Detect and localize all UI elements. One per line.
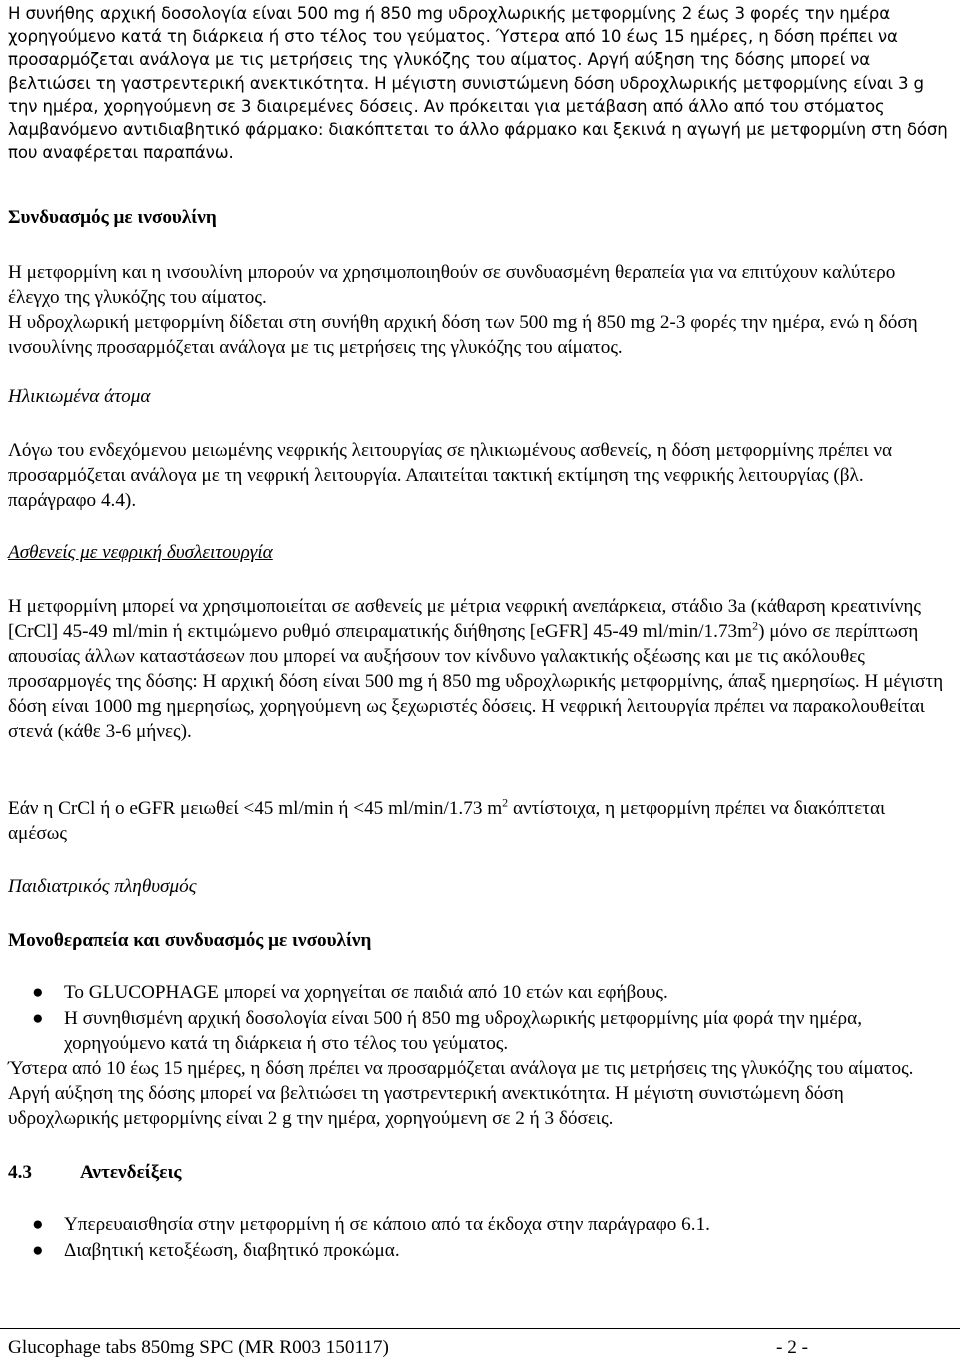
elderly-heading: Ηλικιωμένα άτομα [8, 386, 151, 407]
superscript-2: 2 [752, 618, 759, 633]
combination-insulin-paragraph-1: Η μετφορμίνη και η ινσουλίνη μπορούν να χρησιμοποιηθούν σε συνδυασμένη θεραπεία για να επιτύχουν καλύτερο έλεγχο της γλυκόζης του αίματος. [8, 262, 896, 308]
elderly-paragraph: Λόγω του ενδεχόμενου μειωμένης νεφρικής λειτουργίας σε ηλικιωμένους ασθενείς, η δόση μετφορμίνης πρέπει να προσαρμόζεται ανάλογα με τη νεφρική λειτουργία. Απαιτείται τακτική εκτίμηση της νεφρικής λειτουργίας (βλ. παράγραφο 4.4). [8, 440, 893, 511]
combination-insulin-heading: Συνδυασμός με ινσουλίνη [8, 207, 217, 228]
footer-divider [0, 1328, 960, 1329]
footer-document-id: Glucophage tabs 850mg SPC (MR R003 150117) [8, 1337, 389, 1358]
section-number: 4.3 [8, 1162, 32, 1183]
renal-paragraph-1: Η μετφορμίνη μπορεί να χρησιμοποιείται σε ασθενείς με μέτρια νεφρική ανεπάρκεια, στάδιο 3a (κάθαρση κρεατινίνης [CrCl] 45-49 ml/min ή εκτιμώμενο ρυθμό σπειραματικής διήθησης [eGFR] 45-49 $ml/\min/1.73m^2$) μόνο σε περίπτωση απουσίας άλλων καταστάσεων που μπορεί να αυξήσουν τον κίνδυνο γαλακτικής οξέωσης και με τις ακόλουθες προσαρμογές της δόσης: Η αρχική δόση είναι 500 mg ή 850 mg υδροχλωρικής μετφορμίνης, άπαξ ημερησίως. Η μέγιστη δόση είναι 1000 mg ημερησίως, χορηγούμενη ως ξεχωριστές δόσεις. Η νεφρική λειτουργία πρέπει να παρακολουθείται στενά (κάθε 3-6 μήνες). [8, 596, 944, 742]
section-title: Αντενδείξεις [80, 1162, 182, 1183]
bullet-icon: ● [32, 1240, 44, 1261]
renal-heading: Ασθενείς με νεφρική δυσλειτουργία [8, 542, 273, 563]
pediatric-after-paragraph: Ύστερα από 10 έως 15 ημέρες, η δόση πρέπει να προσαρμόζεται ανάλογα με τις μετρήσεις της γλυκόζης του αίματος. Αργή αύξηση της δόσης μπορεί να βελτιώσει τη γαστρεντερική ανεκτικότητα. Η μέγιστη συνιστώμενη δόση υδροχλωρικής μετφορμίνης είναι 2 g την ημέρα, χορηγούμενη σε 2 ή 3 δόσεις. [8, 1058, 914, 1129]
bullet-icon: ● [32, 982, 44, 1003]
bullet-icon: ● [32, 1214, 44, 1235]
pediatric-subheading: Μονοθεραπεία και συνδυασμός με ινσουλίνη [8, 930, 372, 951]
renal-paragraph-2: Εάν η CrCl ή ο eGFR μειωθεί <45 ml/min ή <45 ml/min/1.73 $m^2$ αντίστοιχα, η μετφορμίνη πρέπει να διακόπτεται αμέσως [8, 795, 886, 844]
superscript-2: 2 [502, 795, 509, 810]
pediatric-heading: Παιδιατρικός πληθυσμός [8, 876, 197, 897]
intro-paragraph: Η συνήθης αρχική δοσολογία είναι 500 mg ή 850 mg υδροχλωρικής μετφορμίνης 2 έως 3 φορές την ημέρα χορηγούμενο κατά τη διάρκεια ή στο τέλος του γεύματος. Ύστερα από 10 έως 15 ημέρες, η δόση πρέπει να προσαρμόζεται ανάλογα με τις μετρήσεις της γλυκόζης του αίματος. Αργή αύξηση της δόσης μπορεί να βελτιώσει τη γαστρεντερική ανεκτικότητα. Η μέγιστη συνιστώμενη δόση υδροχλωρικής μετφορμίνης είναι 3 g την ημέρα, χορηγούμενη σε 3 διαιρεμένες δόσεις. Αν πρόκειται για μετάβαση από άλλο από του στόματος λαμβανόμενο αντιδιαβητικό φάρμακο: διακόπτεται το άλλο φάρμακο και ξεκινά η αγωγή με μετφορμίνη στη δόση που αναφέρεται παραπάνω. [8, 4, 948, 163]
bullet-icon: ● [32, 1008, 44, 1029]
combination-insulin-paragraph-2: Η υδροχλωρική μετφορμίνη δίδεται στη συνήθη αρχική δόση των 500 mg ή 850 mg 2-3 φορές την ημέρα, ενώ η δόση ινσουλίνης προσαρμόζεται ανάλογα με τις μετρήσεις της γλυκόζης του αίματος. [8, 312, 918, 358]
document-page: Η συνήθης αρχική δοσολογία είναι 500 mg ή 850 mg υδροχλωρικής μετφορμίνης 2 έως 3 φορές την ημέρα χορηγούμενο κατά τη διάρκεια ή στο τέλος του γεύματος. Ύστερα από 10 έως 15 ημέρες, η δόση πρέπει να προσαρμόζεται ανάλογα με τις μετρήσεις της γλυκόζης του αίματος. Αργή αύξηση της δόσης μπορεί να βελτιώσει τη γαστρεντερική ανεκτικότητα. Η μέγιστη συνιστώμενη δόση υδροχλωρικής μετφορμίνης είναι 3 g την ημέρα, χορηγούμενη σε 3 διαιρεμένες δόσεις. Αν πρόκειται για μετάβαση από άλλο από του στόματος λαμβανόμενο αντιδιαβητικό φάρμακο: διακόπτεται το άλλο φάρμακο και ξεκινά η αγωγή με μετφορμίνη στη δόση που αναφέρεται παραπάνω. Συνδυασμός με ινσουλίνη Η μετφορμίνη και η ινσουλίνη μπορούν να χρησιμοποιηθούν σε συνδυασμένη θεραπεία για να επιτύχουν καλύτερο έλεγχο της γλυκόζης του αίματος. Η υδροχλωρική μετφορμίνη δίδεται στη συνήθη αρχική δόση των 500 mg ή 850 mg 2-3 φορές την ημέρα, ενώ η δόση ινσουλίνης προσαρμόζεται ανάλογα με τις μετρήσεις της γλυκόζης του αίματος. Ηλικιωμένα άτομα Λόγω του ενδεχόμενου μειωμένης νεφρικής λειτουργίας σε ηλικιωμένους ασθενείς, η δόση μετφορμίνης πρέπει να προσαρμόζεται ανάλογα με τη νεφρική λειτουργία. Απαιτείται τακτική εκτίμηση της νεφρικής λειτουργίας (βλ. παράγραφο 4.4). Ασθενείς με νεφρική δυσλειτουργία Η μετφορμίνη μπορεί να χρησιμοποιείται σε ασθενείς με μέτρια νεφρική ανεπάρκεια, στάδιο 3a (κάθαρση κρεατινίνης [CrCl] 45-49 ml/min ή εκτιμώμενο ρυθμό σπειραματικής διήθησης [eGFR] 45-49 $ml/\min/1.73m^2$) μόνο σε περίπτωση απουσίας άλλων καταστάσεων που μπορεί να αυξήσουν τον κίνδυνο γαλακτικής οξέωσης και με τις ακόλουθες προσαρμογές της δόσης: Η αρχική δόση είναι 500 mg ή 850 mg υδροχλωρικής μετφορμίνης, άπαξ ημερησίως. Η μέγιστη δόση είναι 1000 mg ημερησίως, χορηγούμενη ως ξεχωριστές δόσεις. Η νεφρική λειτουργία πρέπει να παρακολουθείται στενά (κάθε 3-6 μήνες). Εάν η CrCl ή ο eGFR μειωθεί <45 ml/min ή <45 ml/min/1.73 $m^2$ αντίστοιχα, η μετφορμίνη πρέπει να διακόπτεται αμέσως Παιδιατρικός πληθυσμός Μονοθεραπεία και συνδυασμός με ινσουλίνη ● Το GLUCOPHAGE μπορεί να χορηγείται σε παιδιά από 10 ετών και εφήβους. ● Η συνηθισμένη αρχική δοσολογία είναι 500 ή 850 mg υδροχλωρικής μετφορμίνης μία φορά την ημέρα, χορηγούμενο κατά τη διάρκεια ή στο τέλος του γεύματος. Ύστερα από 10 έως 15 ημέρες, η δόση πρέπει να προσαρμόζεται ανάλογα με τις μετρήσεις της γλυκόζης του αίματος. Αργή αύξηση της δόσης μπορεί να βελτιώσει τη γαστρεντερική ανεκτικότητα. Η μέγιστη συνιστώμενη δόση υδροχλωρικής μετφορμίνης είναι 2 g την ημέρα, χορηγούμενη σε 2 ή 3 δόσεις. 4.3 Αντενδείξεις ● Υπερευαισθησία στην μετφορμίνη ή σε κάποιο από τα έκδοχα στην παράγραφο 6.1. ● Διαβητική κετοξέωση, διαβητικό προκώμα. Glucophage tabs 850mg SPC (MR R003 150117) - 2 - [0, 0, 960, 1362]
footer-page-number: - 2 - [776, 1337, 808, 1358]
